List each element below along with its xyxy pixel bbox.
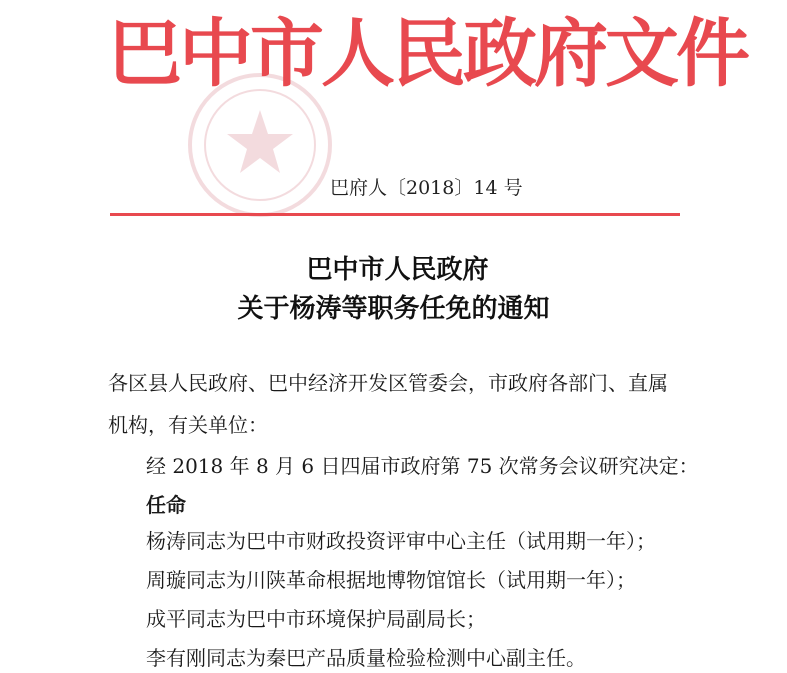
addressee-line1: 各区县人民政府、巴中经济开发区管委会，市政府各部门、直属	[108, 371, 668, 395]
appointment-item: 成平同志为巴中市环境保护局副局长；	[146, 607, 486, 631]
decision-statement: 经 2018 年 8 月 6 日四届市政府第 75 次常务会议研究决定：	[146, 454, 699, 478]
appointment-item: 杨涛同志为巴中市财政投资评审中心主任（试用期一年）；	[146, 529, 656, 553]
appoint-heading: 任命	[146, 493, 186, 517]
addressee-line2: 机构，有关单位：	[108, 413, 268, 437]
notice-title-line2: 关于杨涛等职务任免的通知	[237, 294, 550, 324]
red-divider-line	[110, 213, 680, 216]
notice-title-line1: 巴中市人民政府	[306, 255, 489, 285]
document-number: 巴府人〔2018〕14 号	[330, 177, 523, 199]
appointment-item: 周璇同志为川陕革命根据地博物馆馆长（试用期一年）；	[146, 568, 636, 592]
document-masthead: 巴中市人民政府文件	[108, 11, 747, 97]
appointment-item: 李有刚同志为秦巴产品质量检验检测中心副主任。	[146, 646, 586, 670]
